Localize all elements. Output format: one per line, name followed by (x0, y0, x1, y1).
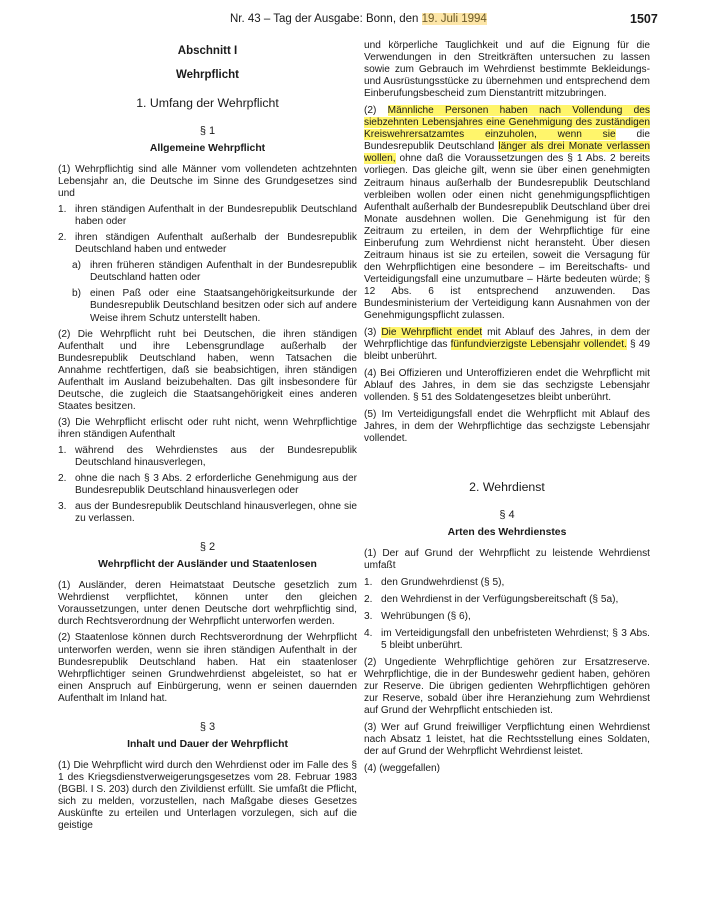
s1-subitem-a: a) ihren früheren ständigen Aufenthalt in der Bundesrepublik Deutschland hatten oder (72, 260, 357, 284)
abschnitt-title: Wehrpflicht (175, 69, 240, 81)
s1-item-2: 2. ihren ständigen Aufenthalt außerhalb der Bundesrepublik Deutschland haben und entweder (58, 232, 357, 256)
s4-item-4: 4. im Verteidigungsfall den unbefristeten Wehrdienst; § 3 Abs. 5 bleibt unberührt. (364, 627, 650, 651)
page-header (0, 11, 708, 31)
s3-paragraph-2: (2) Männliche Personen haben nach Vollendung des siebzehnten Lebensjahres eine Genehmigung des zuständigen Kreiswehrersatzamtes einzuholen, wenn sie die Bundesrepublik Deutschland länger als drei Monate verlassen wollen, ohne daß die Voraussetzungen des § 1 Abs. 2 bereits vorliegen. Das gleiche gilt, wenn sie über einen genehmigten Zeitraum hinaus außerhalb der Bundesrepublik Deutschland verbleiben wollen oder einen nicht genehmigungspflichtigen Aufenthalt außerhalb der Bundesrepublik Deutschland über drei Monate ausdehnen wollen. Die Genehmigung ist für den Zeitraum zu erteilen, in dem der Wehrpflichtige für eine Einberufung zum Wehrdienst nicht heransteht. Über diesen Zeitraum hinaus ist sie zu erteilen, soweit die Versagung für den Wehrpflichtigen eine besondere – im Bereitschafts- und Verteidigungsfall eine unzumutbare – Härte bedeuten würde; § 12 Abs. 6 ist entsprechend anzuwenden. Das Bundesministerium der Verteidigung kann Ausnahmen von der Genehmigungspflicht zulassen. (364, 105, 651, 322)
s4-paragraph-3: (3) Wer auf Grund freiwilliger Verpflichtung einen Wehrdienst nach Absatz 1 leistet, hat die Rechtsstellung eines Soldaten, der auf Grund der Wehrpflicht Wehrdienst leistet. (364, 722, 650, 758)
header-text: Nr. 43 – Tag der Ausgabe: Bonn, den (230, 13, 419, 25)
section-2-heading: Wehrpflicht der Ausländer und Staatenlosen (98, 559, 317, 571)
section-4-heading: Arten des Wehrdienstes (447, 526, 567, 538)
header-line (230, 13, 487, 25)
s1-subitem-b: b) einen Paß oder eine Staatsangehörigkeitsurkunde der Bundesrepublik Deutschland besitzen oder sich auf andere Weise ihrem Schutz unterstellt haben. (72, 288, 357, 324)
s3-continuation: und körperliche Tauglichkeit und auf die Eignung für die Verwendungen in den Streitkräften untersuchen zu lassen sowie zum Gebrauch im Wehrdienst bestimmte Bekleidungs- und Ausrüstungsstücke zu übernehmen und entsprechend dem Einberufungsbescheid zum Dienstantritt mitzubringen. (364, 40, 650, 100)
section-3-number: § 3 (199, 720, 216, 733)
s4-item-1: 1. den Grundwehrdienst (§ 5), (364, 576, 505, 588)
highlight-wehrpflicht-endet: Die Wehrpflicht endet (381, 327, 483, 339)
s1-paragraph-2: (2) Die Wehrpflicht ruht bei Deutschen, die ihren ständigen Aufenthalt und ihre Lebensgrundlage außerhalb der Bundesrepublik Deutschland haben, wenn Tatsachen die Annahme rechtfertigen, daß sie beabsichtigen, ihren ständigen Aufenthalt im Ausland beizubehalten. Das gilt insbesondere für Deutsche, die zugleich die Staatsangehörigkeit eines anderen Staates besitzen. (58, 328, 357, 412)
part2-heading: 2. Wehrdienst (469, 479, 545, 494)
section-1-number: § 1 (199, 125, 216, 137)
s2-paragraph-1: (1) Ausländer, deren Heimatstaat Deutsche gesetzlich zum Wehrdienst verpflichtet, können unter den gleichen Voraussetzungen, unter denen Deutsche dort wehrpflichtig sind, durch Rechtsverordnung der Wehrpflicht unterworfen werden. (58, 580, 357, 628)
highlight-45-lebensjahr: fünfundvierzigste Lebensjahr vollendet. (450, 339, 627, 351)
section-2-number: § 2 (199, 541, 216, 554)
s1-paragraph-1: (1) Wehrpflichtig sind alle Männer vom vollendeten achtzehnten Lebensjahr an, die Deutsche im Sinne des Grundgesetzes sind und (58, 164, 357, 200)
s1-p3-item-2: 2. ohne die nach § 3 Abs. 2 erforderliche Genehmigung aus der Bundesrepublik Deutschland hinausverlegen oder (58, 473, 357, 497)
s4-paragraph-4: (4) (weggefallen) (364, 763, 440, 775)
right-column (364, 40, 650, 775)
s4-paragraph-2: (2) Ungediente Wehrpflichtige gehören zur Ersatzreserve. Wehrpflichtige, die in der Bundeswehr gedient haben, gehören zur Reserve. Die übrigen gedienten Wehrpflichtigen gehören zur Reserve, sobald über ihre Heranziehung zum Wehrdienst auf Grund der Wehrpflicht entschieden ist. (364, 656, 650, 717)
s1-p3-item-3: 3. aus der Bundesrepublik Deutschland hinausverlegen, ohne sie zu verlassen. (58, 501, 357, 525)
abschnitt-heading: Abschnitt I (177, 45, 238, 57)
s1-paragraph-3: (3) Die Wehrpflicht erlischt oder ruht nicht, wenn Wehrpflichtige ihren ständigen Aufenthalt (58, 416, 357, 440)
page-number: 1507 (630, 12, 658, 26)
left-column (58, 40, 357, 832)
s1-item-1: 1. ihren ständigen Aufenthalt in der Bundesrepublik Deutschland haben oder (58, 204, 357, 228)
section-1-heading: Allgemeine Wehrpflicht (149, 143, 266, 154)
highlight-genehmigung: Männliche Personen haben nach Vollendung des siebzehnten Lebensjahres eine Genehmigung des zuständigen Kreiswehrersatzamtes einzuholen, wenn sie (364, 105, 650, 141)
highlight-drei-monate: länger als drei Monate verlassen wollen, (364, 141, 651, 165)
header-date: 19. Juli 1994 (421, 13, 487, 25)
s4-item-3: 3. Wehrübungen (§ 6), (364, 610, 471, 622)
part1-heading: 1. Umfang der Wehrpflicht (136, 96, 279, 110)
s2-paragraph-2: (2) Staatenlose können durch Rechtsverordnung der Wehrpflicht unterworfen werden, wenn sie ihren ständigen Aufenthalt in der Bundesrepublik Deutschland haben. Hat ein staatenloser Wehrpflichtiger seinen Grundwehrdienst abgeleistet, so hat er einen Anspruch auf Einbürgerung, wenn er seinen dauernden Aufenthalt im Inland hat. (58, 632, 357, 704)
s3-paragraph-5: (5) Im Verteidigungsfall endet die Wehrpflicht mit Ablauf des Jahres, in dem der Wehrpflichtige das sechzigste Lebensjahr vollendet. (364, 409, 650, 445)
s3-paragraph-3: (3) Die Wehrpflicht endet mit Ablauf des Jahres, in dem der Wehrpflichtige das fünfundvierzigste Lebensjahr vollendet. § 49 bleibt unberührt. (364, 327, 651, 363)
s3-paragraph-4: (4) Bei Offizieren und Unteroffizieren endet die Wehrpflicht mit Ablauf des Jahres, in dem sie das sechzigste Lebensjahr vollenden. § 51 des Soldatengesetzes bleibt unberührt. (364, 368, 650, 404)
section-3-heading: Inhalt und Dauer der Wehrpflicht (127, 738, 288, 750)
s3-paragraph-1: (1) Die Wehrpflicht wird durch den Wehrdienst oder im Falle des § 1 des Kriegsdienstverweigerungsgesetzes vom 28. Februar 1983 (BGBl. I S. 203) durch den Zivildienst erfüllt. Sie umfaßt die Pflicht, sich zu melden, vorzustellen, nach Maßgabe dieses Gesetzes Auskünfte zu erteilen und Unterlagen vorzulegen, sich auf die geistige (58, 759, 357, 831)
s4-paragraph-1: (1) Der auf Grund der Wehrpflicht zu leistende Wehrdienst umfaßt (364, 547, 650, 571)
s4-item-2: 2. den Wehrdienst in der Verfügungsbereitschaft (§ 5a), (364, 593, 619, 605)
s1-p3-item-1: 1. während des Wehrdienstes aus der Bundesrepublik Deutschland hinausverlegen, (58, 444, 357, 469)
section-4-number: § 4 (499, 508, 515, 521)
